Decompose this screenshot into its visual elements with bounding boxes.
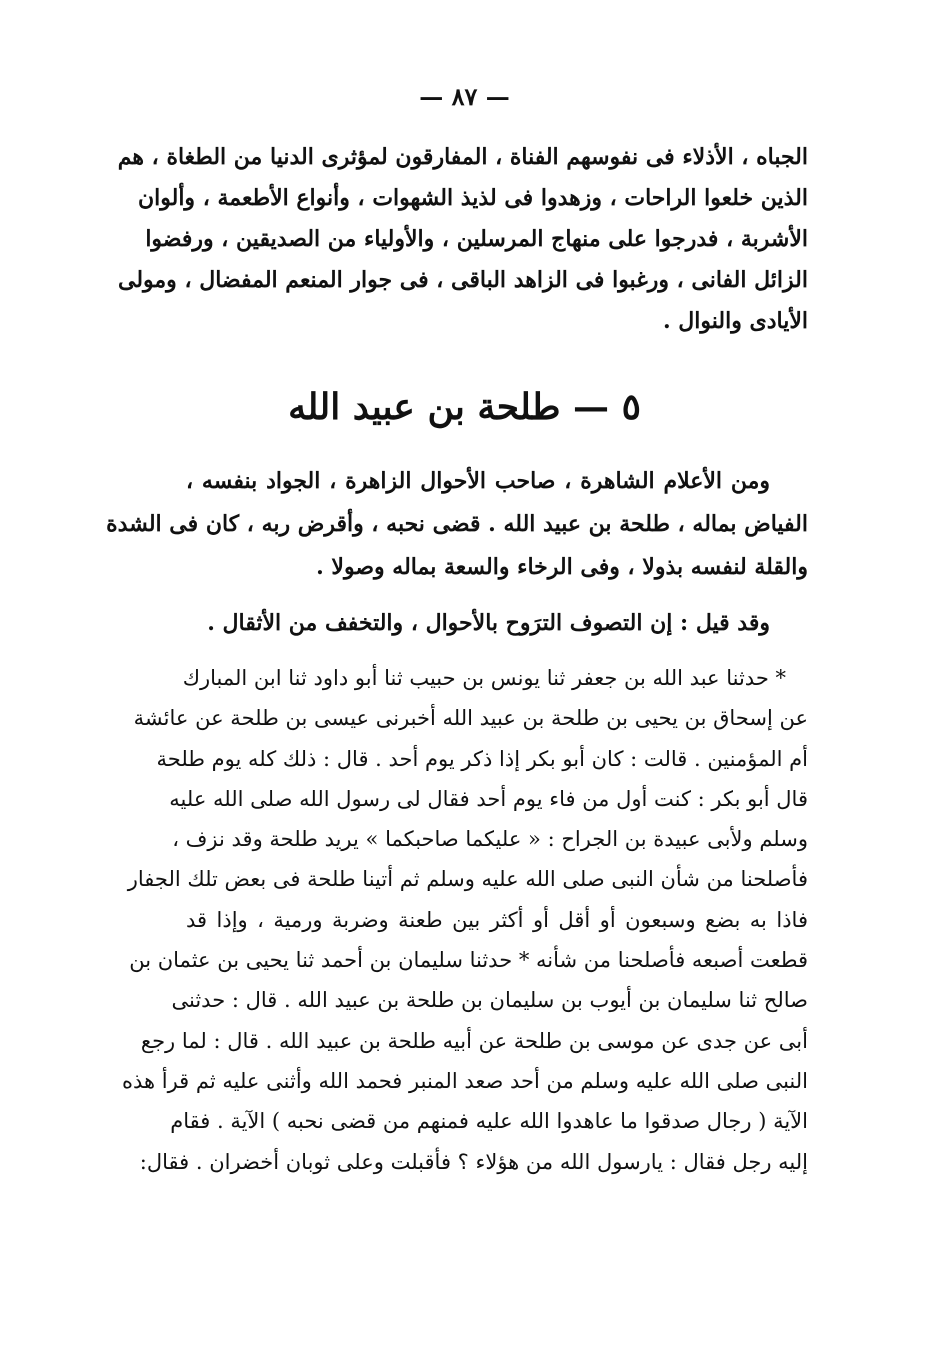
paragraph-line: أم المؤمنين . قالت : كان أبو بكر إذا ذكر يوم أحد . قال : ذلك كله يوم طلحة [156,746,808,771]
paragraph-line: وسلم ولأبى عبيدة بن الجراح : « عليكما صاحبكما » يريد طلحة وقد نزف ، [172,827,808,852]
paragraph-line: عن إسحاق بن يحيى بن طلحة بن عبيد الله أخبرنى عيسى بن طلحة عن عائشة [133,706,808,731]
section-heading: ٥ — طلحة بن عبيد الله [288,386,641,428]
paragraph-line: * حدثنا عبد الله بن جعفر ثنا يونس بن حبيب ثنا أبو داود ثنا ابن المبارك [182,666,786,690]
paragraph-line: الذين خلعوا الراحات ، وزهدوا فى لذيذ الشهوات ، وأنواع الأطعمة ، وألوان [137,185,808,211]
paragraph-line: قال أبو بكر : كنت أول من فاء يوم أحد فقال لى رسول الله صلى الله عليه [169,786,808,811]
paragraph-line: الآية ( رجال صدقوا ما عاهدوا الله عليه فمنهم من قضى نحبه ) الآية . فقام [170,1109,808,1134]
paragraph-line: الأشربة ، فدرجوا على منهاج المرسلين ، والأولياء من الصديقين ، ورفضوا [145,226,808,252]
hadith-paragraph [121,658,808,1182]
paragraph-line: وقد قيل : إن التصوف الترَوح بالأحوال ، والتخفف من الأثقال . [207,610,770,636]
paragraph-line: الفياض بماله ، طلحة بن عبيد الله . قضى نحبه ، وأقرض ربه ، كان فى الشدة [106,511,808,537]
paragraph-line: النبى صلى الله عليه وسلم من أحد صعد المنبر فحمد الله وأثنى عليه ثم قرأ هذه [121,1068,808,1093]
paragraph-line: فاذا به بضع وسبعون أو أقل أو أكثر بين طعنة وضربة ورمية ، وإذا قد [186,907,808,932]
paragraph-line: فأصلحنا من شأن النبى صلى الله عليه وسلم ثم أتينا طلحة فى بعض تلك الجفار [127,867,808,892]
paragraph-3 [186,602,808,645]
paragraph-2 [106,460,808,589]
paragraph-line: ومن الأعلام الشاهرة ، صاحب الأحوال الزاهرة ، الجواد بنفسه ، [186,468,770,494]
page-number: — ٨٧ — [419,82,510,111]
paragraph-line: الزائل الفانى ، ورغبوا فى الزاهد الباقى ، فى جوار المنعم المفضال ، ومولى [117,267,808,293]
paragraph-line: صالح ثنا سليمان بن أيوب بن سليمان بن طلحة بن عبيد الله . قال : حدثنى [171,988,808,1013]
paragraph-line: والقلة لنفسه بذولا ، وفى الرخاء والسعة بماله وصولا . [316,554,808,580]
paragraph-line: الجباه ، الأذلاء فى نفوسهم الفناة ، المفارقون لمؤثرى الدنيا من الطغاة ، هم [117,144,808,170]
paragraph-line: قطعت أصبعه فأصلحنا من شأنه * حدثنا سليمان بن أحمد ثنا يحيى بن عثمان بن [129,948,808,973]
paragraph-line: الأيادى والنوال . [662,308,808,334]
paragraph-line: إليه رجل فقال : يارسول الله من هؤلاء ؟ فأقبلت وعلى ثوبان أخضران . فقال: [139,1149,808,1174]
paragraph-line: أبى عن جدى عن موسى بن طلحة عن أبيه طلحة بن عبيد الله . قال : لما رجع [140,1028,808,1053]
paragraph-1 [117,137,808,342]
